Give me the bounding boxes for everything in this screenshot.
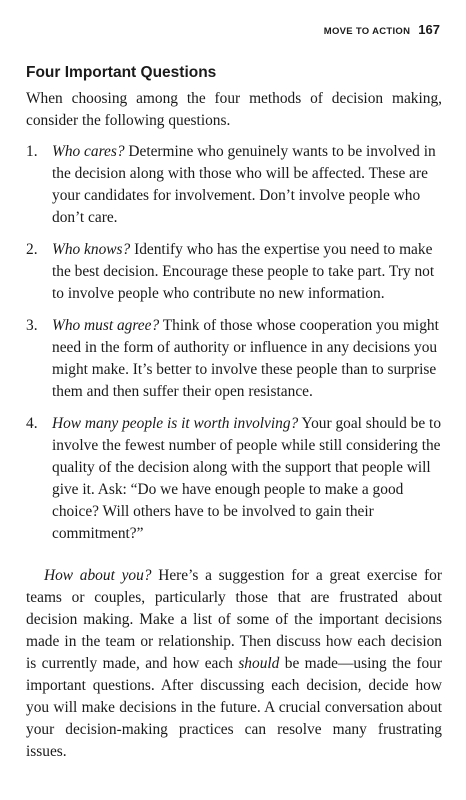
list-item bbox=[26, 413, 442, 545]
item-question: Who cares? bbox=[52, 143, 125, 160]
item-number: 3. bbox=[26, 317, 38, 334]
questions-list bbox=[26, 141, 442, 555]
page-number: 167 bbox=[418, 22, 440, 37]
item-text bbox=[52, 413, 442, 545]
item-body: Think of those whose cooperation you might need in the form of authority or influence in any decisions you might make. It’s better to involve these people than to surprise them and then suffer their open resistance. bbox=[52, 317, 439, 400]
closing-lead: How about you? bbox=[44, 567, 152, 584]
closing-text-2: be made—using the four important questions. After discussing each decision, decide how you will make decisions in the future. A crucial conversation about your decision-making practices can resolve many frustrating issues. bbox=[26, 655, 442, 760]
list-item bbox=[26, 239, 442, 305]
item-text bbox=[52, 239, 442, 305]
closing-emphasis: should bbox=[238, 655, 280, 672]
item-body: Determine who genuinely wants to be involved in the decision along with those who will be affected. These are your candidates for involvement. Don’t involve people who don’t care. bbox=[52, 143, 436, 226]
item-body: Identify who has the expertise you need to make the best decision. Encourage these people to take part. Try not to involve people who contribute no new information. bbox=[52, 241, 435, 302]
item-text bbox=[52, 315, 442, 403]
item-number: 2. bbox=[26, 241, 38, 258]
section-heading: Four Important Questions bbox=[26, 64, 217, 81]
running-head bbox=[324, 22, 440, 37]
list-item bbox=[26, 315, 442, 403]
item-question: Who knows? bbox=[52, 241, 131, 258]
item-number: 4. bbox=[26, 415, 38, 432]
intro-paragraph: When choosing among the four methods of decision making, consider the following questions. bbox=[26, 90, 442, 129]
closing-paragraph bbox=[26, 565, 442, 763]
item-question: How many people is it worth involving? bbox=[52, 415, 299, 432]
item-number: 1. bbox=[26, 143, 38, 160]
item-text bbox=[52, 141, 442, 229]
item-question: Who must agree? bbox=[52, 317, 160, 334]
list-item bbox=[26, 141, 442, 229]
item-body: Your goal should be to involve the fewest number of people while still considering the quality of the decision along with the support that people will give it. Ask: “Do we have enough people to make a good choice? Will others have to be involved to gain their commitment?” bbox=[52, 415, 442, 542]
section-title: MOVE TO ACTION bbox=[323, 26, 411, 37]
closing-text-1: Here’s a suggestion for a great exercise for teams or couples, particularly those that are frustrated about decision making. Make a list of some of the important decisions made in the team or relationship. Then discuss how each decision is currently made, and how each bbox=[26, 567, 442, 672]
